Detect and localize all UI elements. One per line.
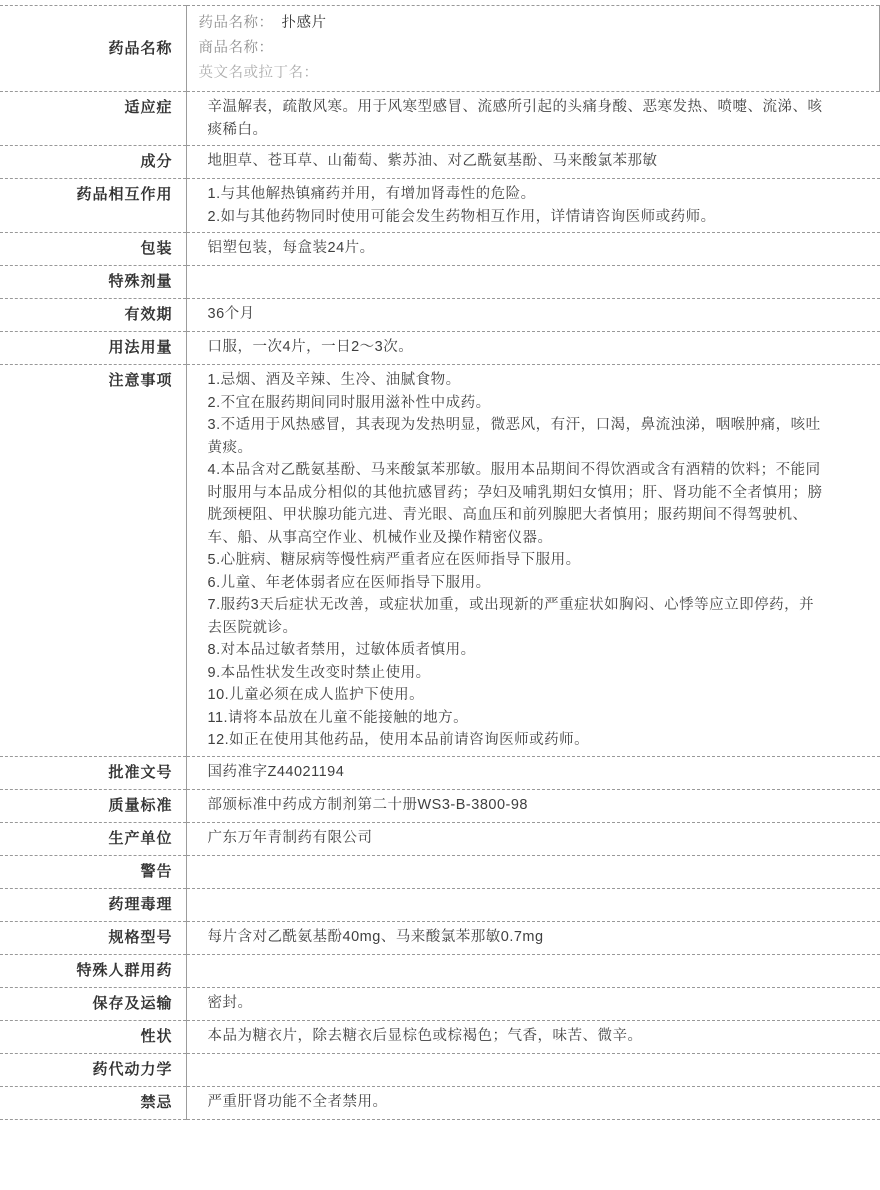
table-row (0, 756, 880, 789)
row-value: 本品为糖衣片，除去糖衣后显棕色或棕褐色；气香，味苦、微辛。 (186, 1020, 880, 1053)
table-row (0, 365, 880, 757)
list-item: 1.忌烟、酒及辛辣、生冷、油腻食物。 (207, 372, 461, 388)
table-row (0, 888, 880, 921)
row-label: 成分 (0, 146, 186, 179)
table-row (0, 233, 880, 266)
row-value: 广东万年青制药有限公司 (186, 822, 880, 855)
table-row (0, 179, 880, 233)
row-label: 禁忌 (0, 1086, 186, 1119)
table-row (0, 299, 880, 332)
row-label: 包装 (0, 233, 186, 266)
table-row (0, 1053, 880, 1086)
table-row (0, 855, 880, 888)
row-value (186, 6, 880, 92)
row-value: 铝塑包装，每盒装24片。 (186, 233, 880, 266)
table-row (0, 789, 880, 822)
list-item: 11.请将本品放在儿童不能接触的地方。 (207, 709, 469, 726)
row-value: 部颁标准中药成方制剂第二十册WS3-B-3800-98 (186, 789, 880, 822)
row-value (186, 888, 880, 921)
row-label: 保存及运输 (0, 987, 186, 1020)
row-value (186, 179, 880, 233)
table-row (0, 92, 880, 146)
table-row (0, 332, 880, 365)
drug-name-line (199, 11, 825, 36)
row-label: 药品名称 (0, 6, 186, 92)
field-caption: 药品名称： (198, 15, 274, 31)
row-label: 特殊人群用药 (0, 954, 186, 987)
row-label: 有效期 (0, 299, 186, 332)
table-row (0, 954, 880, 987)
row-value (186, 1053, 880, 1086)
row-value: 地胆草、苍耳草、山葡萄、紫苏油、对乙酰氨基酚、马来酸氯苯那敏 (186, 146, 880, 179)
row-value: 36个月 (186, 299, 880, 332)
field-caption: 商品名称： (198, 40, 274, 56)
list-item: 12.如正在使用其他药品，使用本品前请咨询医师或药师。 (207, 732, 590, 748)
row-label: 药代动力学 (0, 1053, 186, 1086)
row-value (186, 365, 880, 757)
row-value: 每片含对乙酰氨基酚40mg、马来酸氯苯那敏0.7mg (186, 921, 880, 954)
table-row (0, 6, 880, 92)
row-label: 性状 (0, 1020, 186, 1053)
list-item: 10.儿童必须在成人监护下使用。 (207, 687, 425, 703)
row-value: 密封。 (186, 987, 880, 1020)
table-row (0, 987, 880, 1020)
list-item: 7.服药3天后症状无改善，或症状加重，或出现新的严重症状如胸闷、心悸等应立即停药，并去医院就诊。 (207, 597, 815, 636)
table-row (0, 921, 880, 954)
list-item: 8.对本品过敏者禁用，过敏体质者慎用。 (207, 642, 476, 658)
row-value: 国药准字Z44021194 (186, 756, 880, 789)
row-value (186, 266, 880, 299)
table-row (0, 1020, 880, 1053)
table-row (0, 1086, 880, 1119)
row-label: 警告 (0, 855, 186, 888)
field-value: 扑感片 (281, 15, 327, 31)
row-value (186, 855, 880, 888)
list-item: 3.不适用于风热感冒，其表现为发热明显，微恶风，有汗，口渴，鼻流浊涕，咽喉肿痛，咳吐黄痰。 (207, 417, 821, 456)
list-item: 2.不宜在服药期间同时服用滋补性中成药。 (207, 394, 491, 411)
row-label: 生产单位 (0, 822, 186, 855)
list-item: 2.如与其他药物同时使用可能会发生药物相互作用，详情请咨询医师或药师。 (207, 208, 716, 225)
drug-name-line (199, 61, 825, 86)
row-label: 特殊剂量 (0, 266, 186, 299)
list-item: 5.心脏病、糖尿病等慢性病严重者应在医师指导下服用。 (207, 552, 581, 568)
row-label: 规格型号 (0, 921, 186, 954)
row-label: 药理毒理 (0, 888, 186, 921)
row-label: 用法用量 (0, 332, 186, 365)
table-row (0, 822, 880, 855)
row-value: 严重肝肾功能不全者禁用。 (186, 1086, 880, 1119)
list-item: 6.儿童、年老体弱者应在医师指导下服用。 (207, 574, 491, 591)
row-value: 辛温解表，疏散风寒。用于风寒型感冒、流感所引起的头痛身酸、恶寒发热、喷嚏、流涕、咳痰稀白。 (186, 92, 880, 146)
table-row (0, 146, 880, 179)
row-label: 质量标准 (0, 789, 186, 822)
row-label: 批准文号 (0, 756, 186, 789)
row-value (186, 954, 880, 987)
drug-table-body (0, 6, 880, 1120)
table-row (0, 266, 880, 299)
field-caption: 英文名或拉丁名： (198, 65, 319, 81)
row-label: 药品相互作用 (0, 179, 186, 233)
drug-name-line (199, 36, 825, 61)
list-item: 1.与其他解热镇痛药并用，有增加肾毒性的危险。 (207, 186, 536, 202)
list-item: 4.本品含对乙酰氨基酚、马来酸氯苯那敏。服用本品期间不得饮酒或含有酒精的饮料；不能同时服用与本品成分相似的其他抗感冒药；孕妇及哺乳期妇女慎用；肝、肾功能不全者慎用；膀胱颈梗阻、甲状腺功能亢进、青光眼、高血压和前列腺肥大者慎用；服药期间不得驾驶机、车、船、从事高空作业、机械作业及操作精密仪器。 (207, 462, 823, 546)
row-value: 口服，一次4片，一日2～3次。 (186, 332, 880, 365)
row-label: 注意事项 (0, 365, 186, 757)
row-label: 适应症 (0, 92, 186, 146)
list-item: 9.本品性状发生改变时禁止使用。 (207, 664, 431, 681)
drug-info-table (0, 5, 880, 1120)
